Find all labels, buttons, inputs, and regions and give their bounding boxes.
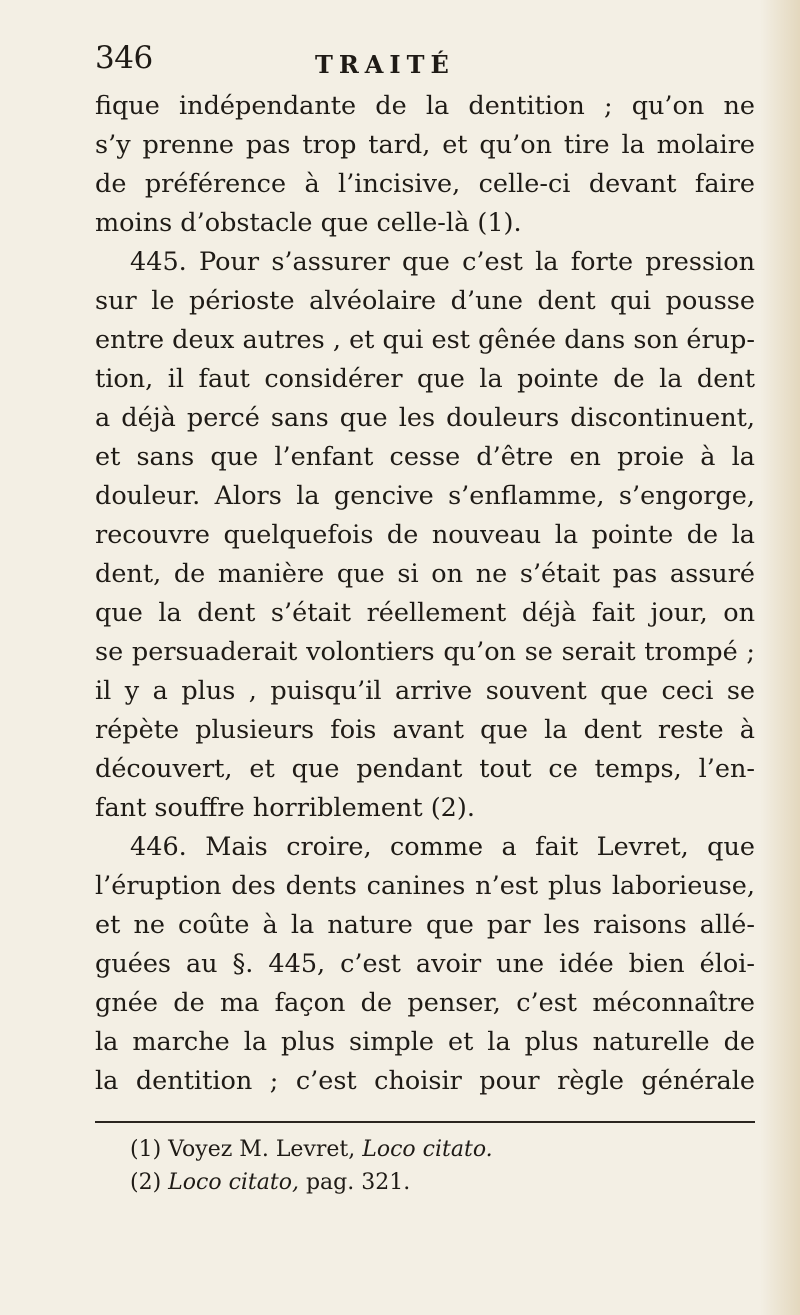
- footnote-1-text: (1) Voyez M. Levret,: [130, 1137, 363, 1162]
- text-line: découvert, et que pendant tout ce temps, l’en-: [95, 754, 755, 784]
- text-line: fique indépendante de la dentition ; qu’on ne: [95, 91, 755, 121]
- footnote-2-marker: (2): [130, 1170, 169, 1195]
- footnote-1: [130, 1133, 750, 1166]
- text-line: l’éruption des dents canines n’est plus laborieuse,: [95, 871, 755, 901]
- text-line: il y a plus , puisqu’il arrive souvent que ceci se: [95, 676, 755, 706]
- text-line: et sans que l’enfant cesse d’être en proie à la: [95, 442, 755, 472]
- text-line: de préférence à l’incisive, celle-ci devant faire: [95, 169, 755, 199]
- footnote-1-citation: Loco citato.: [362, 1137, 493, 1162]
- text-line: recouvre quelquefois de nouveau la pointe de la: [95, 520, 755, 550]
- text-line: sur le périoste alvéolaire d’une dent qui pousse: [95, 286, 755, 316]
- text-line: guées au §. 445, c’est avoir une idée bien éloi-: [95, 949, 755, 979]
- footnote-2-citation: Loco citato,: [168, 1170, 299, 1195]
- footnote-2-page: pag. 321.: [298, 1170, 411, 1195]
- text-line: douleur. Alors la gencive s’enflamme, s’engorge,: [95, 481, 755, 511]
- text-line: se persuaderait volontiers qu’on se serait trompé ;: [95, 637, 755, 667]
- text-line: s’y prenne pas trop tard, et qu’on tire la molaire: [95, 130, 755, 160]
- text-line: fant souffre horriblement (2).: [95, 793, 475, 823]
- footnote-2: [130, 1166, 750, 1199]
- paragraph-445-start: 445. Pour s’assurer que c’est la forte pression: [130, 247, 755, 277]
- page-edge-shadow: [760, 0, 800, 1315]
- text-line: que la dent s’était réellement déjà fait jour, on: [95, 598, 755, 628]
- page-header: [0, 40, 800, 80]
- page-number: 346: [95, 40, 153, 76]
- text-line: dent, de manière que si on ne s’était pas assuré: [95, 559, 755, 589]
- footnote-rule: [95, 1121, 755, 1123]
- text-line: la dentition ; c’est choisir pour règle générale: [95, 1066, 755, 1096]
- text-line: la marche la plus simple et la plus naturelle de: [95, 1027, 755, 1057]
- running-head: TRAITÉ: [315, 50, 455, 79]
- text-line: et ne coûte à la nature que par les raisons allé-: [95, 910, 755, 940]
- text-line: a déjà percé sans que les douleurs discontinuent,: [95, 403, 755, 433]
- footnotes: [130, 1133, 750, 1199]
- paragraph-446-start: 446. Mais croire, comme a fait Levret, que: [130, 832, 755, 862]
- text-line: gnée de ma façon de penser, c’est méconnaître: [95, 988, 755, 1018]
- text-line: moins d’obstacle que celle-là (1).: [95, 208, 522, 238]
- text-line: entre deux autres , et qui est gênée dans son érup-: [95, 325, 755, 355]
- body-text: [95, 87, 755, 1101]
- text-line: répète plusieurs fois avant que la dent reste à: [95, 715, 755, 745]
- text-line: tion, il faut considérer que la pointe de la dent: [95, 364, 755, 394]
